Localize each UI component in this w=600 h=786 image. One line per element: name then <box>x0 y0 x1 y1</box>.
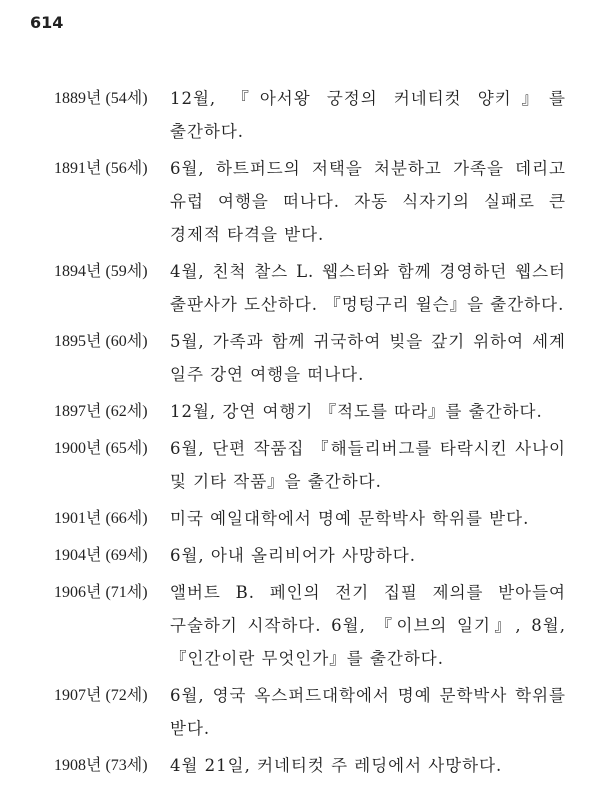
chronology-entry <box>54 749 584 782</box>
entry-text: 6월, 아내 올리비어가 사망하다. <box>170 546 416 565</box>
chronology-entry <box>54 152 584 251</box>
page-number: 614 <box>30 13 64 32</box>
entry-text: 4월 21일, 커네티컷 주 레딩에서 사망하다. <box>170 756 503 775</box>
entry-year: 1906년 (71세) <box>54 584 148 601</box>
chronology-entry <box>54 502 584 535</box>
chronology-entry <box>54 432 584 498</box>
chronology-entry <box>54 325 584 391</box>
entry-text: 12월, 『아서왕 궁정의 커네티컷 양키』를 출간하다. <box>170 89 566 141</box>
entry-text: 6월, 영국 옥스퍼드대학에서 명예 문학박사 학위를 받다. <box>170 686 566 738</box>
entry-year: 1894년 (59세) <box>54 263 148 280</box>
entry-text: 12월, 강연 여행기 『적도를 따라』를 출간하다. <box>170 402 543 421</box>
chronology-entry <box>54 576 584 675</box>
chronology-entry <box>54 255 584 321</box>
entry-year: 1900년 (65세) <box>54 440 148 457</box>
chronology-entry <box>54 539 584 572</box>
entry-text: 6월, 단편 작품집 『해들리버그를 타락시킨 사나이 및 기타 작품』을 출간하다. <box>170 439 566 491</box>
entry-text: 미국 예일대학에서 명예 문학박사 학위를 받다. <box>170 509 530 528</box>
entry-year: 1895년 (60세) <box>54 333 148 350</box>
entry-text: 4월, 친척 찰스 L. 웹스터와 함께 경영하던 웹스터 출판사가 도산하다. 『멍텅구리 윌슨』을 출간하다. <box>170 262 566 314</box>
entry-text: 앨버트 B. 페인의 전기 집필 제의를 받아들여 구술하기 시작하다. 6월, 『이브의 일기』, 8월, 『인간이란 무엇인가』를 출간하다. <box>170 583 566 668</box>
chronology-entry <box>54 679 584 745</box>
entry-year: 1889년 (54세) <box>54 90 148 107</box>
chronology-entry <box>54 395 584 428</box>
chronology-list <box>54 82 584 786</box>
chronology-entry <box>54 82 584 148</box>
entry-year: 1901년 (66세) <box>54 510 148 527</box>
entry-year: 1908년 (73세) <box>54 757 148 774</box>
entry-text: 5월, 가족과 함께 귀국하여 빚을 갚기 위하여 세계 일주 강연 여행을 떠나다. <box>170 332 566 384</box>
entry-text: 6월, 하트퍼드의 저택을 처분하고 가족을 데리고 유럽 여행을 떠나다. 자동 식자기의 실패로 큰 경제적 타격을 받다. <box>170 159 566 244</box>
entry-year: 1907년 (72세) <box>54 687 148 704</box>
entry-year: 1891년 (56세) <box>54 160 148 177</box>
entry-year: 1897년 (62세) <box>54 403 148 420</box>
entry-year: 1904년 (69세) <box>54 547 148 564</box>
